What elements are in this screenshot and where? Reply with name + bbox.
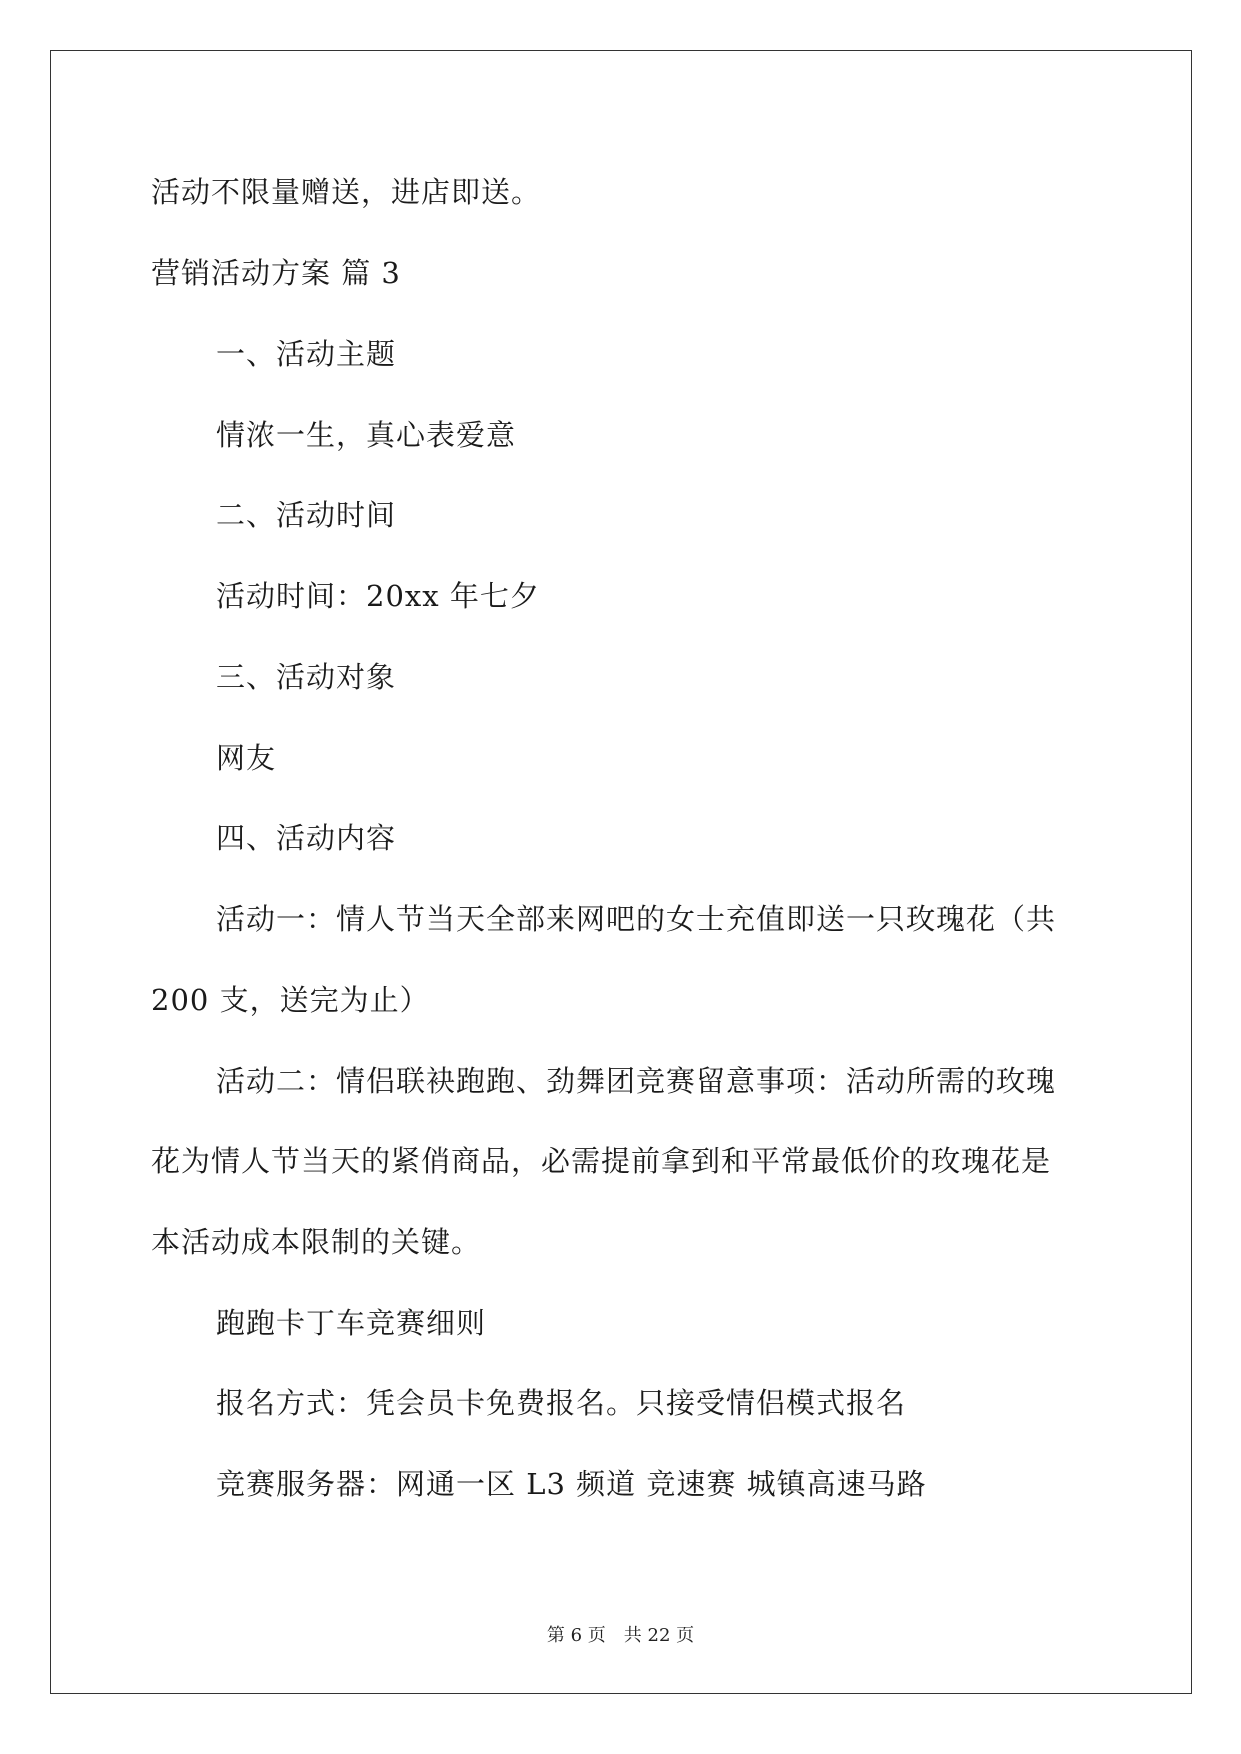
section-heading: 营销活动方案 篇 3 xyxy=(151,256,401,290)
paragraph-line: 200 支，送完为止） xyxy=(151,983,430,1017)
subheading-time: 二、活动时间 xyxy=(216,498,397,532)
subheading-audience: 三、活动对象 xyxy=(216,660,397,694)
page-number: 第 6 页 共 22 页 xyxy=(546,1625,695,1646)
paragraph-line: 情浓一生，真心表爱意 xyxy=(216,418,517,452)
paragraph-line: 报名方式：凭会员卡免费报名。只接受情侣模式报名 xyxy=(216,1386,907,1420)
paragraph-line: 活动时间：20xx 年七夕 xyxy=(216,579,540,613)
subheading-content: 四、活动内容 xyxy=(216,821,397,855)
paragraph-line: 本活动成本限制的关键。 xyxy=(151,1225,482,1259)
paragraph-line: 竞赛服务器：网通一区 L3 频道 竞速赛 城镇高速马路 xyxy=(216,1467,927,1501)
subheading-theme: 一、活动主题 xyxy=(216,337,397,371)
paragraph-line: 活动一：情人节当天全部来网吧的女士充值即送一只玫瑰花（共 xyxy=(216,902,1057,936)
paragraph-line: 花为情人节当天的紧俏商品，必需提前拿到和平常最低价的玫瑰花是 xyxy=(151,1144,1052,1178)
paragraph-line: 网友 xyxy=(216,741,277,775)
paragraph-line: 活动不限量赠送，进店即送。 xyxy=(151,175,542,209)
paragraph-line: 跑跑卡丁车竞赛细则 xyxy=(216,1306,487,1340)
paragraph-line: 活动二：情侣联袂跑跑、劲舞团竞赛留意事项：活动所需的玫瑰 xyxy=(216,1064,1057,1098)
